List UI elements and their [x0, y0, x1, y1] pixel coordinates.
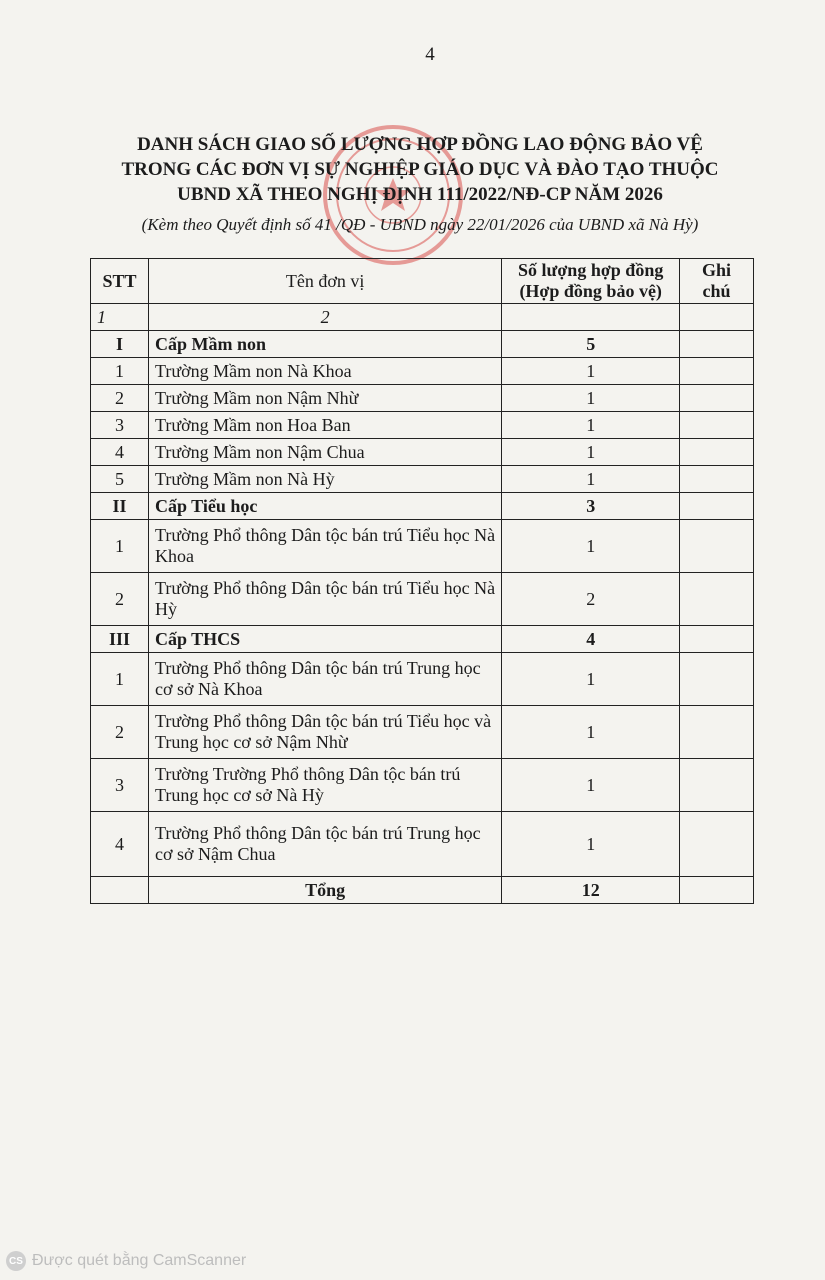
cell-unit: Cấp THCS [148, 626, 501, 653]
cell-unit: Trường Phổ thông Dân tộc bán trú Trung học cơ sở Nà Khoa [148, 653, 501, 706]
table-group-row [91, 626, 754, 653]
cell-count: 1 [502, 439, 680, 466]
cell-count: 4 [502, 626, 680, 653]
cell-stt: 3 [91, 759, 149, 812]
cell-note [680, 626, 754, 653]
table-row [91, 412, 754, 439]
cell-note [680, 653, 754, 706]
cell-unit: Trường Mầm non Nậm Nhừ [148, 385, 501, 412]
cell-note [680, 358, 754, 385]
cell-note [680, 520, 754, 573]
header-count-line1: Số lượng hợp đồng [518, 260, 664, 280]
camscanner-logo-icon: CS [6, 1251, 26, 1271]
cell-count: 1 [502, 812, 680, 877]
cell-count: 1 [502, 466, 680, 493]
table-row [91, 520, 754, 573]
document-title [70, 132, 770, 207]
cell-note [680, 466, 754, 493]
table-group-row [91, 331, 754, 358]
cell-stt: 4 [91, 439, 149, 466]
allocation-table [90, 258, 754, 904]
cell-count: 1 [502, 385, 680, 412]
cell-note [680, 573, 754, 626]
cell-unit: Trường Mầm non Nà Khoa [148, 358, 501, 385]
table-total-row [91, 877, 754, 904]
header-note [680, 259, 754, 304]
cell-stt: 4 [91, 812, 149, 877]
index-note [680, 304, 754, 331]
cell-stt: 2 [91, 706, 149, 759]
table-row [91, 358, 754, 385]
table-row [91, 385, 754, 412]
cell-count: 2 [502, 573, 680, 626]
cell-unit: Trường Trường Phổ thông Dân tộc bán trú Trung học cơ sở Nà Hỳ [148, 759, 501, 812]
total-stt [91, 877, 149, 904]
table-row [91, 466, 754, 493]
title-line: TRONG CÁC ĐƠN VỊ SỰ NGHIỆP GIÁO DỤC VÀ ĐÀO TẠO THUỘC [121, 159, 719, 180]
title-line: UBND XÃ THEO NGHỊ ĐỊNH 111/2022/NĐ-CP NĂM 2026 [177, 184, 663, 205]
index-unit: 2 [148, 304, 501, 331]
cell-stt: 2 [91, 573, 149, 626]
cell-note [680, 439, 754, 466]
cell-count: 1 [502, 759, 680, 812]
cell-count: 1 [502, 520, 680, 573]
header-count-line2: (Hợp đồng bảo vệ) [519, 281, 662, 301]
index-stt: 1 [91, 304, 149, 331]
cell-stt: I [91, 331, 149, 358]
cell-stt: 1 [91, 358, 149, 385]
cell-stt: 1 [91, 520, 149, 573]
watermark-text: Được quét bằng CamScanner [32, 1252, 247, 1269]
total-label: Tổng [148, 877, 501, 904]
table-row [91, 573, 754, 626]
cell-note [680, 706, 754, 759]
table-header-row [91, 259, 754, 304]
table-row [91, 812, 754, 877]
total-note [680, 877, 754, 904]
cell-stt: II [91, 493, 149, 520]
cell-unit: Trường Phổ thông Dân tộc bán trú Tiểu học Nà Hỳ [148, 573, 501, 626]
cell-note [680, 812, 754, 877]
cell-count: 1 [502, 358, 680, 385]
cell-unit: Cấp Tiểu học [148, 493, 501, 520]
header-count [502, 259, 680, 304]
cell-unit: Trường Phổ thông Dân tộc bán trú Trung học cơ sở Nậm Chua [148, 812, 501, 877]
cell-count: 5 [502, 331, 680, 358]
total-count: 12 [502, 877, 680, 904]
table-row [91, 759, 754, 812]
index-row [91, 304, 754, 331]
cell-count: 1 [502, 653, 680, 706]
cell-unit: Trường Mầm non Nậm Chua [148, 439, 501, 466]
cell-stt: III [91, 626, 149, 653]
cell-unit: Trường Phổ thông Dân tộc bán trú Tiểu học và Trung học cơ sở Nậm Nhừ [148, 706, 501, 759]
cell-note [680, 385, 754, 412]
title-line: DANH SÁCH GIAO SỐ LƯỢNG HỢP ĐỒNG LAO ĐỘNG BẢO VỆ [137, 134, 703, 155]
document-subtitle: (Kèm theo Quyết định số 41 /QĐ - UBND ngày 22/01/2026 của UBND xã Nà Hỳ) [141, 215, 699, 234]
table-row [91, 439, 754, 466]
cell-note [680, 331, 754, 358]
cell-stt: 5 [91, 466, 149, 493]
cell-note [680, 412, 754, 439]
scanner-watermark [6, 1251, 246, 1271]
cell-stt: 3 [91, 412, 149, 439]
index-count [502, 304, 680, 331]
cell-count: 1 [502, 706, 680, 759]
table-row [91, 706, 754, 759]
table-group-row [91, 493, 754, 520]
table-row [91, 653, 754, 706]
cell-unit: Trường Phổ thông Dân tộc bán trú Tiểu học Nà Khoa [148, 520, 501, 573]
cell-unit: Trường Mầm non Nà Hỳ [148, 466, 501, 493]
cell-stt: 2 [91, 385, 149, 412]
cell-note [680, 493, 754, 520]
header-note-line2: chú [702, 281, 731, 301]
cell-count: 3 [502, 493, 680, 520]
page-number: 4 [425, 44, 435, 65]
cell-unit: Cấp Mầm non [148, 331, 501, 358]
header-stt: STT [91, 259, 149, 304]
header-note-line1: Ghi [702, 260, 732, 280]
header-unit: Tên đơn vị [148, 259, 501, 304]
cell-unit: Trường Mầm non Hoa Ban [148, 412, 501, 439]
cell-stt: 1 [91, 653, 149, 706]
cell-note [680, 759, 754, 812]
cell-count: 1 [502, 412, 680, 439]
